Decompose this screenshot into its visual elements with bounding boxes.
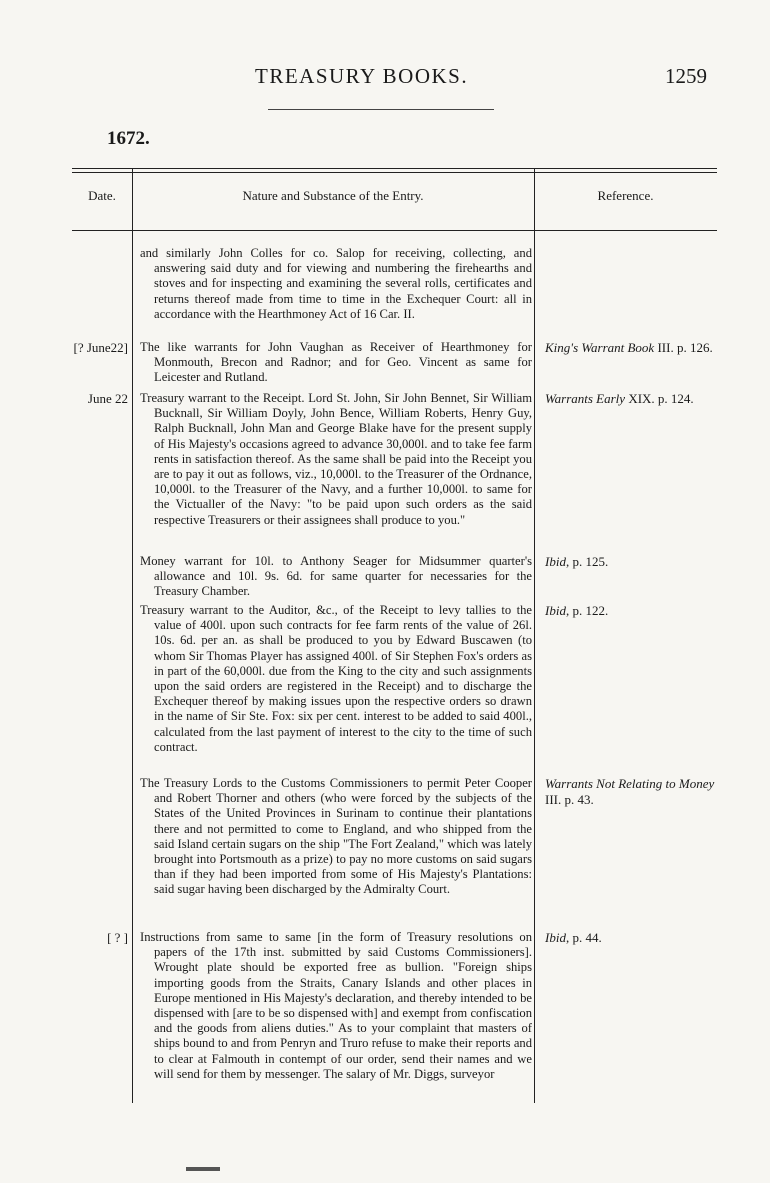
date-column-rule [132,168,133,1103]
column-header-reference: Reference. [597,188,654,203]
entry-text: The like warrants for John Vaughan as Receiver of Hearthmoney for Monmouth, Brecon and Radnor; and for Geo. Vincent as same for Leicester and Rutland. [140,340,532,385]
entry-text: Instructions from same to same [in the form of Treasury resolutions on papers of the 17th inst. submitted by said Customs Commissioners]. Wrought plate should be exported free as bullion. "Foreign ships importing goods from the Straits, Canary Islands and other places in Europe mentioned in His Majesty's declaration, and thereby intended to be dispensed with [are to be so dispensed with] and exempt from confiscation and the goods from aliens duties." As to your complaint that masters of ships bound to and from Penryn and Truro refuse to make their reports and to clear at Falmouth in contempt of our order, send their names and we will send for them by messenger. The salary of Mr. Diggs, surveyor [140,930,532,1081]
entry-text: Treasury warrant to the Receipt. Lord St. John, Sir John Bennet, Sir William Bucknall, Sir William Doyly, John Bence, William Roberts, Henry Guy, Ralph Bucknall, John Man and George Blake have for the present supply of His Majesty's occasions agreed to advance 30,000l. and to take fee farm rents in satisfaction thereof. As the same shall be paid into the Receipt you are to pay it out as follows, viz., 10,000l. to the Treasurer of the Ordnance, 10,000l. to the Treasurer of the Navy, and a further 10,000l. to same for the Victualler of the Navy: "to be paid upon such orders as the said respective Treasurers or their assignees shall produce to you." [140,391,532,527]
page-title: TREASURY BOOKS. [255,64,469,88]
entry-date: June 22 [87,391,128,406]
entry-text: Money warrant for 10l. to Anthony Seager for Midsummer quarter's allowance and 10l. 9s. 6d. for same quarter for necessaries for the Treasury Chamber. [140,554,532,599]
entry-reference: Ibid, p. 125. [545,554,609,569]
year-heading: 1672. [107,128,150,149]
entry-reference: Ibid, p. 44. [545,930,602,945]
entry-reference: King's Warrant Book III. p. 126. [545,340,713,355]
entry-reference: Warrants Not Relating to Money III. p. 43. [545,776,715,807]
entry-date: [? June22] [73,340,128,355]
table-top-rule-double [72,172,717,173]
entry-reference: Ibid, p. 122. [545,603,609,618]
reference-column-rule [534,168,535,1103]
header-rule [268,109,494,110]
column-header-entry: Nature and Substance of the Entry. [242,188,424,203]
entry-date: [ ? ] [107,930,128,945]
table-header-rule [72,230,717,231]
entry-text: and similarly John Colles for co. Salop for receiving, collecting, and answering said duty and for viewing and numbering the firehearths and stoves and for inspecting and examining the several rolls, certificates and returns thereof made from time to time in the Exchequer Court: all in accordance with the Hearthmoney Act of 16 Car. II. [140,246,532,321]
entry-reference: Warrants Early XIX. p. 124. [545,391,694,406]
running-head [0,58,770,98]
table-top-rule [72,168,717,169]
footer-mark [186,1167,220,1171]
entry-text: The Treasury Lords to the Customs Commissioners to permit Peter Cooper and Robert Thorner and others (who were forced by the subjects of the States of the United Provinces in Surinam to continue their plantations there and not permitted to come to England, and who shipped from the said Island certain sugars on the ship "The Fort Zealand," which was lately brought into Portsmouth as a prize) to pay no more customs on said sugars than if they had been imported from some of His Majesty's Plantations: said sugar having been discharged by the Admiralty Court. [140,776,532,897]
page-number: 1259 [665,64,707,88]
column-header-date: Date. [88,188,116,203]
entry-text: Treasury warrant to the Auditor, &c., of the Receipt to levy tallies to the value of 400l. upon such contracts for fee farm rents of the value of 26l. 10s. 6d. per an. as shall be produced to you by Edward Buscawen (to whom Sir Thomas Player has assigned 400l. of Sir Stephen Fox's orders as in part of the 60,000l. due from the King to the city and such assignments upon the said orders are registered in the Receipt) and to discharge the Exchequer thereof by making issues upon the respective orders so drawn in the name of Sir Ste. Fox: six per cent. interest to be added to said 400l., calculated from the last payment of interest to the city to the time of such contract. [140,603,532,754]
